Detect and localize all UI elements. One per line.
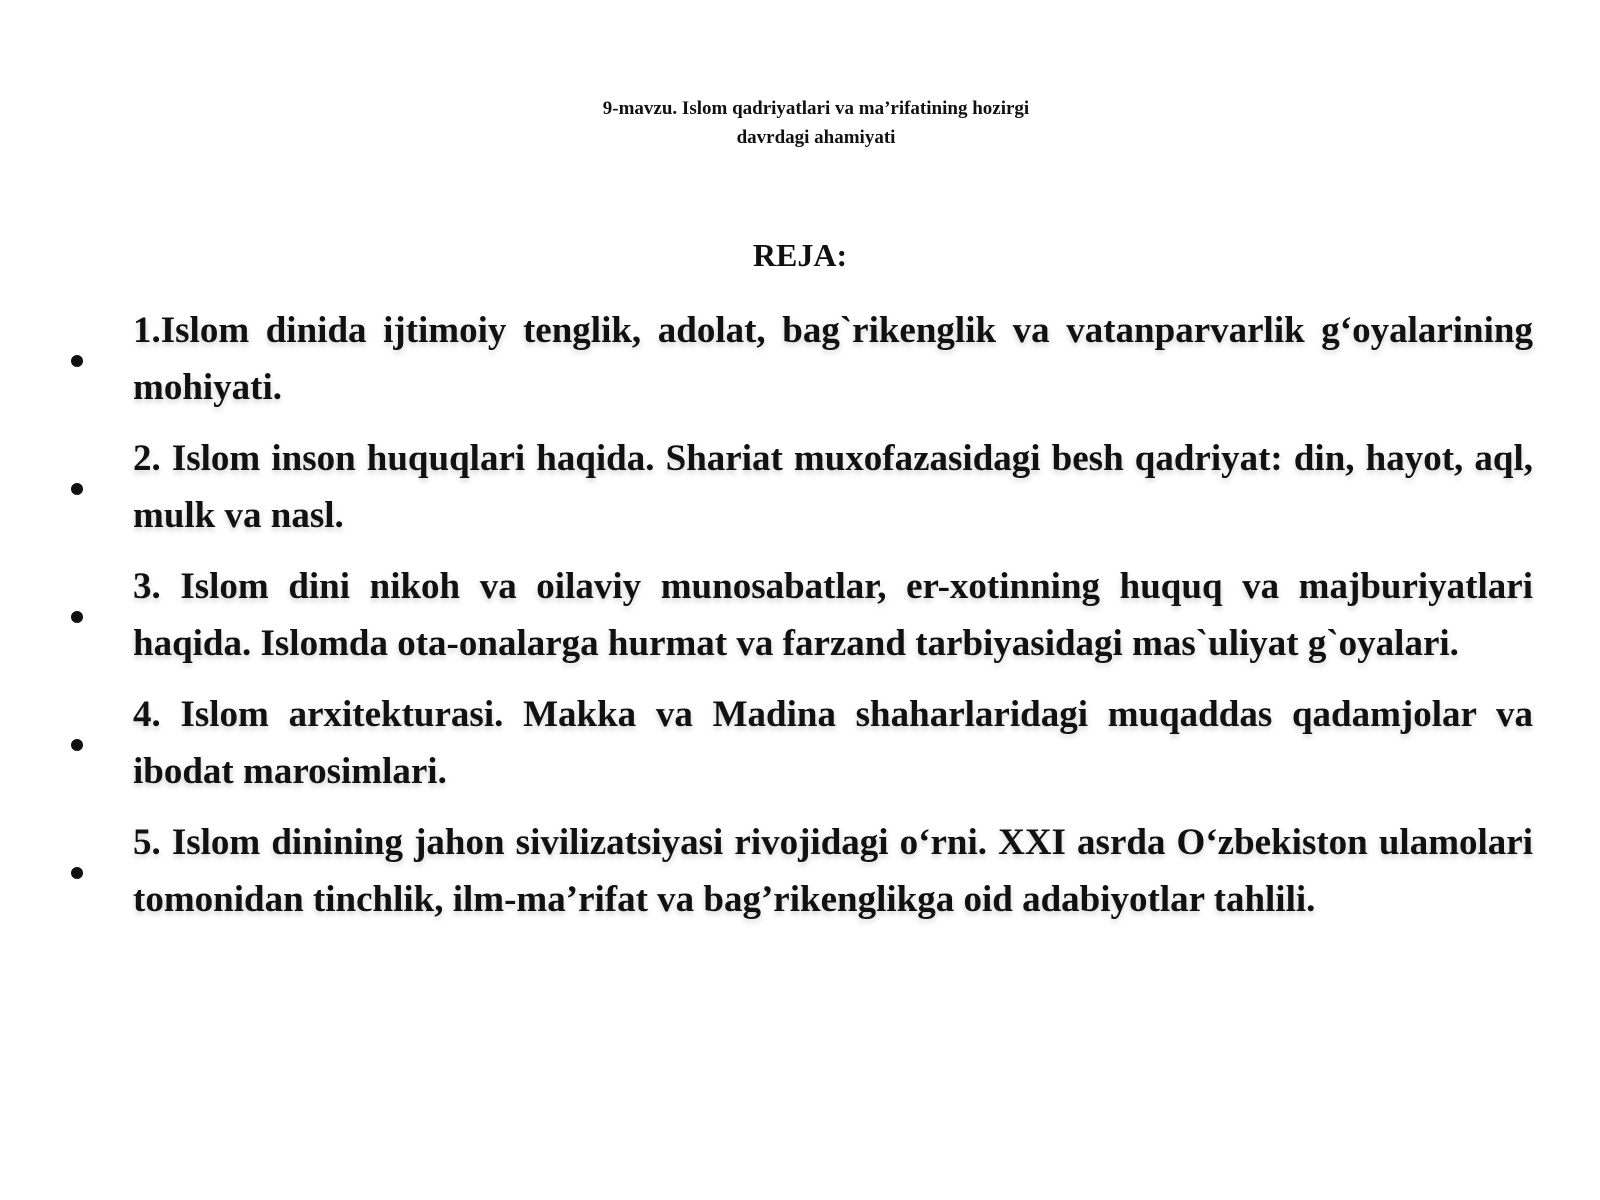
plan-item-text: 3. Islom dini nikoh va oilaviy munosabatlar, er-xotinning huquq va majburiyatlari haqida. Islomda ota-onalarga hurmat va farzand tarbiyasidagi mas`uliyat g`oyalari. <box>133 566 1533 664</box>
page-title-line-2: davrdagi ahamiyati <box>736 127 896 148</box>
bullet-icon <box>71 483 83 495</box>
plan-item-2 <box>0 430 1600 544</box>
bullet-icon <box>71 739 83 751</box>
plan-item-3 <box>0 558 1600 672</box>
plan-item-1 <box>0 302 1600 416</box>
bullet-icon <box>71 355 83 367</box>
bullet-icon <box>71 611 83 623</box>
page-title <box>400 94 1232 152</box>
plan-item-text: 4. Islom arxitekturasi. Makka va Madina shaharlaridagi muqaddas qadamjolar va ibodat marosimlari. <box>133 694 1533 792</box>
plan-item-4 <box>0 686 1600 800</box>
plan-item-text: 1.Islom dinida ijtimoiy tenglik, adolat, bag`rikenglik va vatanparvarlik g‘oyalarining mohiyati. <box>133 310 1533 408</box>
plan-heading: REJA: <box>752 237 848 273</box>
bullet-icon <box>71 867 83 879</box>
page-title-line-1: 9-mavzu. Islom qadriyatlari va ma’rifatining hozirgi <box>602 98 1030 119</box>
plan-item-text: 2. Islom inson huquqlari haqida. Shariat muxofazasidagi besh qadriyat: din, hayot, aql, mulk va nasl. <box>133 438 1533 536</box>
plan-item-text: 5. Islom dinining jahon sivilizatsiyasi rivojidagi o‘rni. XXI asrda O‘zbekiston ulamolari tomonidan tinchlik, ilm-ma’rifat va bag’rikenglikga oid adabiyotlar tahlili. <box>133 822 1533 920</box>
plan-list <box>0 302 1600 942</box>
plan-item-5 <box>0 814 1600 928</box>
